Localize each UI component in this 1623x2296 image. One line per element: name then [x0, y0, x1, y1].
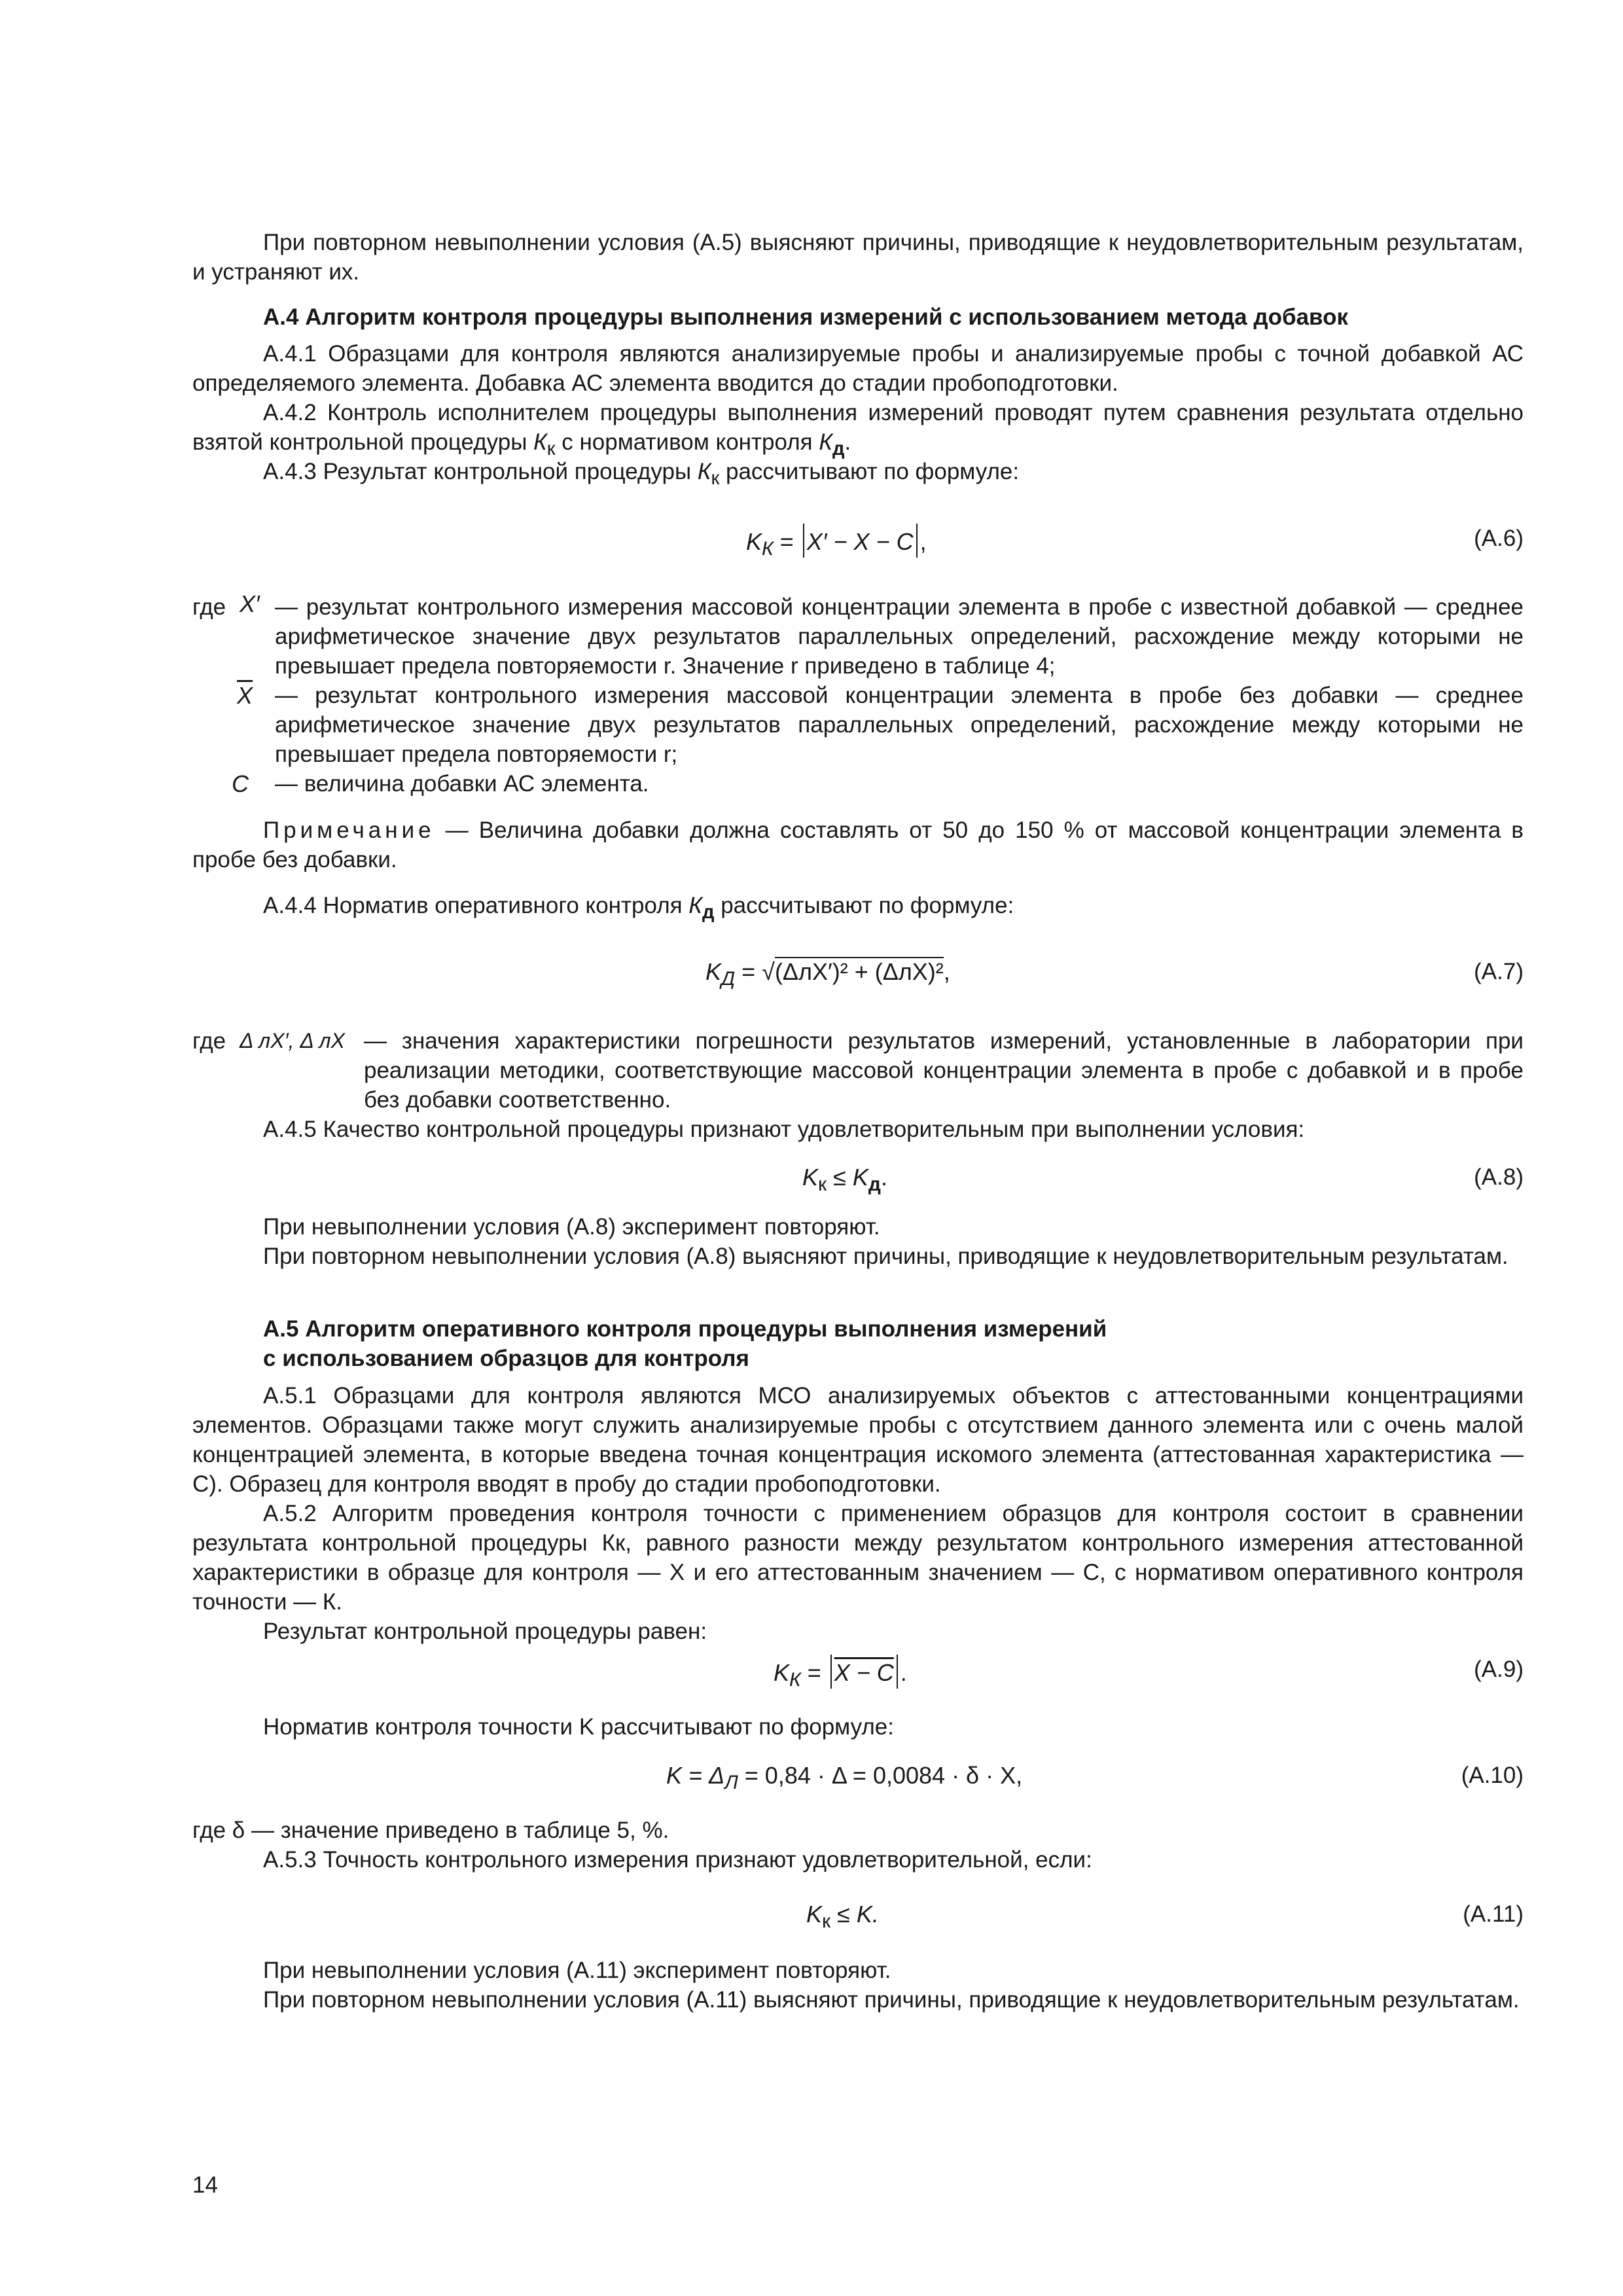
- symbol-kd: К: [819, 429, 832, 455]
- where-label-2: где: [192, 1028, 226, 1054]
- paragraph-repeat-failure-a11: При повторном невыполнении условия (А.11) выясняют причины, приводящие к неудовлетворительным результатам.: [263, 1987, 1520, 2013]
- definition-c: — величина добавки АС элемента.: [275, 771, 649, 797]
- symbol-x-bar: $\overline{X}$: [237, 682, 253, 709]
- symbol-delta-pair: Δ лX′, Δ лX: [240, 1029, 345, 1052]
- paragraph-a41: А.4.1 Образцами для контроля являются анализируемые пробы и анализируемые пробы с точной добавкой АС определяемого элемента. Добавка АС элемента вводится до стадии пробоподготовки.: [192, 341, 1524, 396]
- definition-x-prime: — результат контрольного измерения массовой концентрации элемента в пробе с известной добавкой — среднее арифметическое значение двух результатов параллельных определений, расхождение между которыми не превышает предела повторяемости r. Значение r приведено в таблице 4;: [275, 594, 1524, 679]
- symbol-c: С: [232, 770, 249, 797]
- note-paragraph: Примечание — Величина добавки должна составлять от 50 до 150 % от массовой концентрации элемента в пробе без добавки.: [192, 817, 1524, 872]
- page-number: 14: [192, 2172, 218, 2198]
- paragraph-failure-a11: При невыполнении условия (А.11) эксперимент повторяют.: [263, 1958, 891, 1983]
- equation-number-a6: (А.6): [1474, 526, 1524, 551]
- paragraph-a53: А.5.3 Точность контрольного измерения признают удовлетворительной, если:: [263, 1847, 1092, 1873]
- symbol-kk: К: [533, 429, 547, 455]
- paragraph-a44: А.4.4 Норматив оперативного контроля $К_д$ рассчитывают по формуле:: [263, 893, 1014, 923]
- equation-number-a7: (А.7): [1474, 959, 1524, 984]
- symbol-x-prime: X′: [240, 590, 260, 617]
- paragraph-a52-norm: Норматив контроля точности K рассчитывают по формуле:: [263, 1714, 894, 1740]
- note-label: Примечание: [263, 817, 435, 843]
- equation-number-a11: (А.11): [1463, 1901, 1524, 1927]
- equation-a7: $K_Д = √(\Delta лX')^2 + (\Delta лX)^2$,: [705, 958, 950, 990]
- where-label: где: [192, 594, 226, 620]
- section-heading-a5-line1: А.5 Алгоритм оперативного контроля процедуры выполнения измерений: [263, 1316, 1107, 1342]
- paragraph-a52-result: Результат контрольной процедуры равен:: [263, 1619, 707, 1644]
- section-heading-a5-line2: с использованием образцов для контроля: [263, 1346, 749, 1371]
- equation-number-a9: (А.9): [1474, 1657, 1524, 1682]
- definition-delta: — значения характеристики погрешности результатов измерений, установленные в лаборатории при реализации методики, соответствующие массовой концентрации элемента в пробе с добавкой и в пробе без добавки соответственно.: [364, 1028, 1524, 1113]
- equation-a6: $K_К = X' - X - C$ ,: [746, 524, 927, 564]
- section-heading-a4: А.4 Алгоритм контроля процедуры выполнения измерений с использованием метода добавок: [263, 304, 1348, 330]
- paragraph-a52: А.5.2 Алгоритм проведения контроля точности с применением образцов для контроля состоит в сравнении результата контрольной процедуры Кк, равного разности между результатом контрольного измерения аттестованной характеристики в образце для контроля — X и его аттестованным значением — С, с нормативом оперативного контроля точности — К.: [192, 1501, 1524, 1615]
- equation-number-a10: (А.10): [1461, 1763, 1524, 1788]
- definition-x-bar: — результат контрольного измерения массовой концентрации элемента в пробе без добавки — среднее арифметическое значение двух результатов параллельных определений, расхождение между которыми не превышает предела повторяемости r;: [275, 683, 1524, 767]
- paragraph-a45: А.4.5 Качество контрольной процедуры признают удовлетворительным при выполнении условия:: [263, 1117, 1305, 1142]
- paragraph-a51: А.5.1 Образцами для контроля являются МСО анализируемых объектов с аттестованными концентрациями элементов. Образцами также могут служить анализируемые пробы с отсутствием данного элемента или с очень малой концентрацией элемента, в которые введена точная концентрация искомого элемента (аттестованная характеристика — С). Образец для контроля вводят в пробу до стадии пробоподготовки.: [192, 1383, 1524, 1497]
- paragraph-repeat-failure-a5: При повторном невыполнении условия (А.5) выясняют причины, приводящие к неудовлетворительным результатам, и устраняют их.: [192, 230, 1524, 285]
- paragraph-failure-a8: При невыполнении условия (А.8) эксперимент повторяют.: [263, 1214, 880, 1240]
- paragraph-repeat-failure-a8: При повторном невыполнении условия (А.8) выясняют причины, приводящие к неудовлетворительным результатам.: [263, 1244, 1508, 1269]
- equation-number-a8: (А.8): [1474, 1164, 1524, 1190]
- paragraph-a43: А.4.3 Результат контрольной процедуры $К_к$ рассчитывают по формуле:: [263, 459, 1020, 489]
- equation-a8: $K_к \le K_д$.: [802, 1164, 887, 1196]
- definition-delta5: где δ — значение приведено в таблице 5, %.: [192, 1818, 669, 1843]
- paragraph-a42: А.4.2 Контроль исполнителем процедуры выполнения измерений проводят путем сравнения результата отдельно взятой контрольной процедуры $К_к$ с нормативом контроля $К_д$.: [192, 400, 1524, 459]
- equation-a9: $K_К = X - C$ .: [774, 1655, 907, 1695]
- equation-a10: $K = \Delta_Л = 0,84 \cdot \Delta = 0,0084 \cdot \delta \cdot X$,: [666, 1762, 1023, 1794]
- equation-a11: $K_к \le K$.: [806, 1901, 879, 1933]
